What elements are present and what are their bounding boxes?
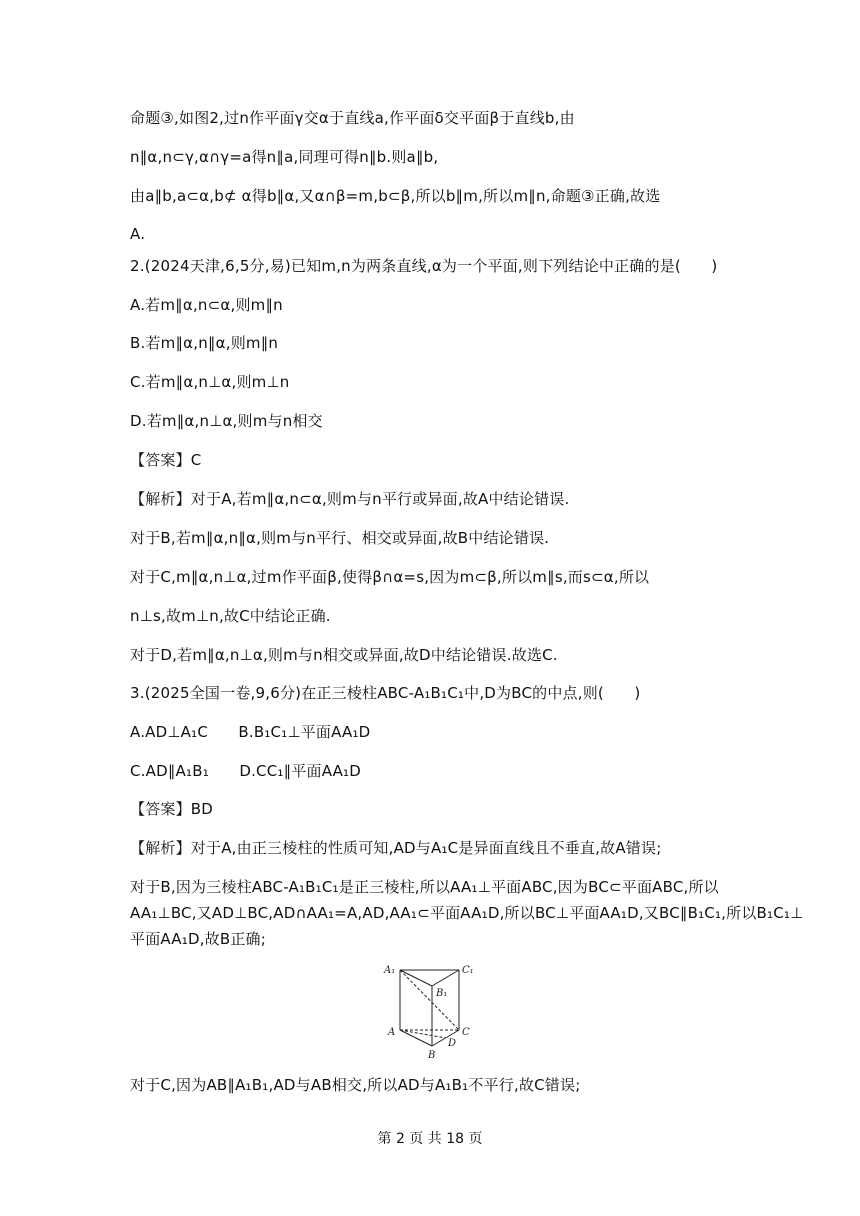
answer-2: 【答案】C xyxy=(130,451,202,469)
label-b1: B₁ xyxy=(436,988,448,999)
text-line: 命题③,如图2,过n作平面γ交α于直线a,作平面δ交平面β于直线b,由 xyxy=(130,109,575,127)
label-c1: C₁ xyxy=(462,965,474,976)
text-line: 由a∥b,a⊂α,b⊄ α得b∥α,又α∩β=m,b⊂β,所以b∥m,所以m∥n,命题③正确,故选 xyxy=(130,187,661,205)
analysis-line: 对于C,因为AB∥A₁B₁,AD与AB相交,所以AD与A₁B₁不平行,故C错误; xyxy=(130,1076,581,1094)
question-2-stem: 2.(2024天津,6,5分,易)已知m,n为两条直线,α为一个平面,则下列结论中正确的是( ) xyxy=(130,257,718,275)
analysis-line: 对于B,因为三棱柱ABC-A₁B₁C₁是正三棱柱,所以AA₁⊥平面ABC,因为BC⊂平面ABC,所以 xyxy=(130,878,719,896)
label-a1: A₁ xyxy=(384,965,396,976)
options-cd: C.AD∥A₁B₁ D.CC₁∥平面AA₁D xyxy=(130,762,362,780)
analysis-line: 平面AA₁D,故B正确; xyxy=(130,930,267,948)
option-c: C.若m∥α,n⊥α,则m⊥n xyxy=(130,373,290,391)
analysis-line: 对于D,若m∥α,n⊥α,则m与n相交或异面,故D中结论错误.故选C. xyxy=(130,646,558,664)
option-a: A.若m∥α,n⊂α,则m∥n xyxy=(130,296,283,314)
option-d: D.若m∥α,n⊥α,则m与n相交 xyxy=(130,412,323,430)
analysis-line: AA₁⊥BC,又AD⊥BC,AD∩AA₁=A,AD,AA₁⊂平面AA₁D,所以BC⊥平面AA₁D,又BC∥B₁C₁,所以B₁C₁⊥ xyxy=(130,904,804,922)
analysis-line: 【解析】对于A,由正三棱柱的性质可知,AD与A₁C是异面直线且不垂直,故A错误; xyxy=(130,839,662,857)
label-a: A xyxy=(388,1027,396,1038)
analysis-line: 对于C,m∥α,n⊥α,过m作平面β,使得β∩α=s,因为m⊂β,所以m∥s,而s⊂α,所以 xyxy=(130,568,650,586)
text-line: n∥α,n⊂γ,α∩γ=a得n∥a,同理可得n∥b.则a∥b, xyxy=(130,148,439,166)
analysis-line: 【解析】对于A,若m∥α,n⊂α,则m与n平行或异面,故A中结论错误. xyxy=(130,490,570,508)
label-b: B xyxy=(428,1050,436,1061)
label-c: C xyxy=(462,1027,470,1038)
analysis-line: 对于B,若m∥α,n∥α,则m与n平行、相交或异面,故B中结论错误. xyxy=(130,529,550,547)
page-footer: 第 2 页 共 18 页 xyxy=(377,1131,483,1147)
text-line: A. xyxy=(130,225,146,243)
option-b: B.若m∥α,n∥α,则m∥n xyxy=(130,334,279,352)
answer-3: 【答案】BD xyxy=(130,800,214,818)
options-ab: A.AD⊥A₁C B.B₁C₁⊥平面AA₁D xyxy=(130,723,371,741)
question-3-stem: 3.(2025全国一卷,9,6分)在正三棱柱ABC-A₁B₁C₁中,D为BC的中点,则( ) xyxy=(130,684,641,702)
prism-figure xyxy=(376,962,486,1062)
analysis-line: n⊥s,故m⊥n,故C中结论正确. xyxy=(130,607,331,625)
label-d: D xyxy=(448,1038,457,1049)
